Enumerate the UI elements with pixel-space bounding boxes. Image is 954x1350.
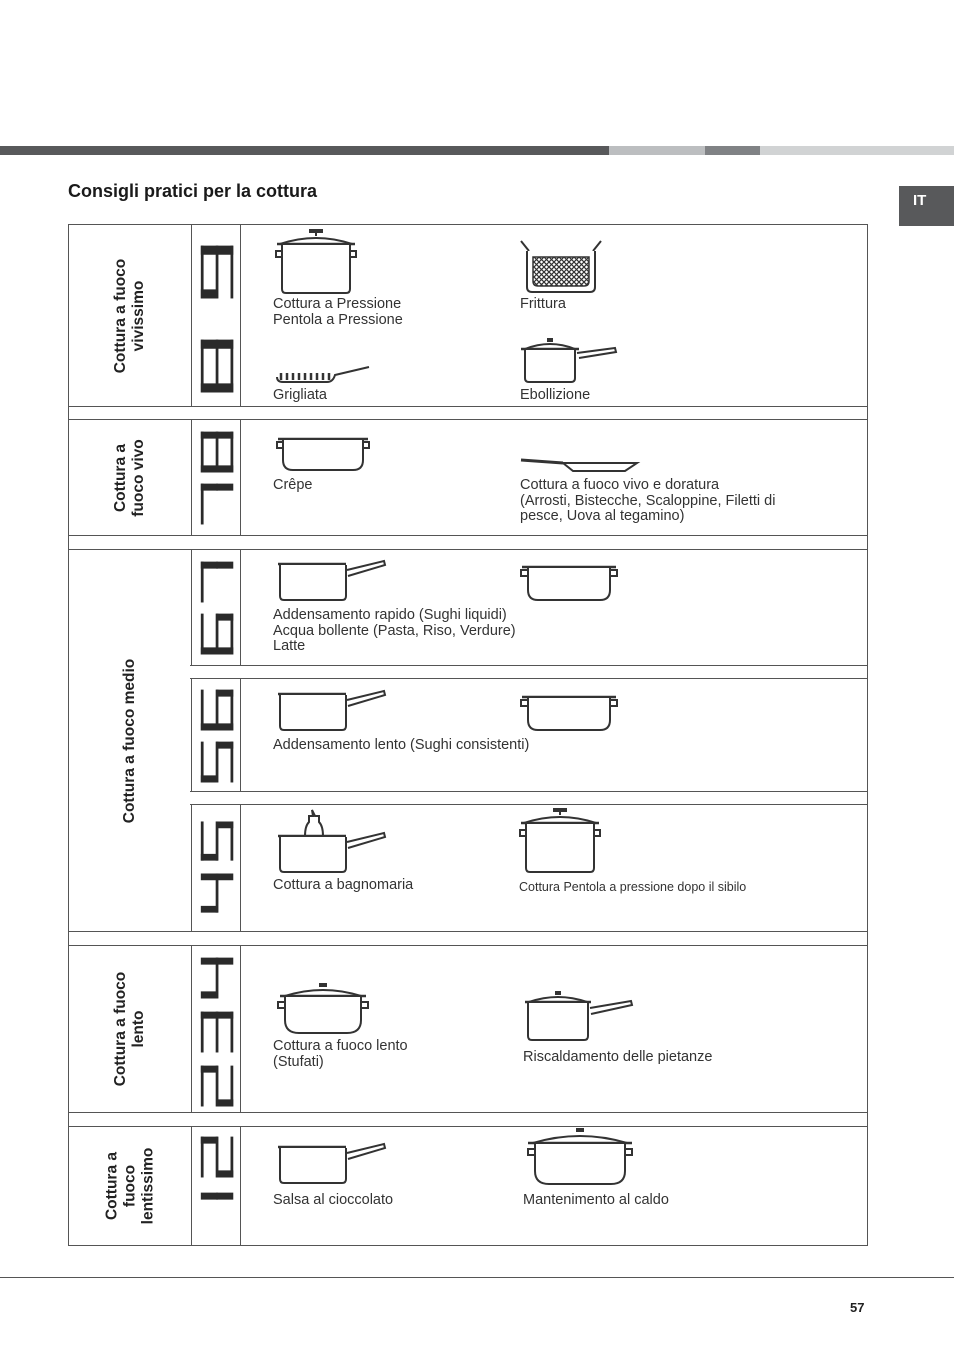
label-line: (Arrosti, Bistecche, Scaloppine, Filetti di bbox=[520, 492, 776, 509]
label-line: Riscaldamento delle pietanze bbox=[523, 1049, 713, 1065]
row-vivo bbox=[68, 419, 868, 536]
item-label bbox=[273, 478, 313, 494]
row-vivissimo bbox=[68, 224, 868, 407]
digit-segments bbox=[202, 1140, 232, 1174]
digit-segments bbox=[202, 435, 232, 469]
bain-marie-icon bbox=[275, 808, 387, 874]
saucepan-lid-icon bbox=[519, 337, 619, 385]
frying-basket-icon bbox=[519, 237, 603, 295]
digit-segments bbox=[202, 961, 232, 995]
category-label: Cottura a fuoco medio bbox=[121, 658, 139, 823]
level-digit bbox=[200, 428, 234, 476]
label-line: Latte bbox=[273, 638, 306, 654]
bar-segment bbox=[609, 146, 705, 155]
pot-icon bbox=[519, 564, 619, 602]
label-line: Cottura a fuoco vivo e doratura bbox=[520, 477, 720, 493]
group-separator bbox=[190, 665, 867, 679]
label-line: pesce, Uova al tegamino) bbox=[520, 508, 685, 524]
language-tab: IT bbox=[899, 186, 954, 226]
item-label bbox=[273, 878, 413, 894]
level-digit bbox=[200, 738, 234, 786]
level-digit bbox=[200, 818, 234, 864]
digit-segments bbox=[202, 487, 232, 521]
category-label: Cottura a fuoco lentissimo bbox=[103, 1147, 156, 1225]
item-label bbox=[523, 1193, 669, 1209]
level-digit bbox=[200, 610, 234, 658]
label-line: Salsa al cioccolato bbox=[273, 1192, 394, 1208]
casserole-lid-icon bbox=[275, 982, 371, 1036]
footer-rule bbox=[0, 1277, 954, 1278]
category-cell bbox=[69, 550, 192, 931]
item-label bbox=[519, 880, 746, 896]
digit-segments bbox=[202, 617, 232, 651]
row-medio bbox=[68, 549, 868, 932]
item-label bbox=[273, 608, 516, 655]
item-label bbox=[523, 1050, 712, 1066]
digit-segments bbox=[202, 745, 232, 779]
crepe-pan-icon bbox=[275, 436, 371, 472]
category-label: Cottura a fuoco vivissimo bbox=[112, 258, 147, 373]
label-line: Cottura a fuoco lento bbox=[273, 1038, 408, 1054]
row-gap bbox=[68, 931, 868, 945]
bar-segment bbox=[705, 146, 760, 155]
level-digit bbox=[200, 686, 234, 734]
row-gap bbox=[68, 535, 868, 549]
digit-segments bbox=[202, 1069, 232, 1103]
level-digit bbox=[200, 1189, 234, 1237]
label-line: Cottura a bagnomaria bbox=[273, 877, 414, 893]
item-label bbox=[273, 1039, 408, 1070]
row-gap bbox=[68, 1112, 868, 1126]
saucepan-icon bbox=[275, 688, 387, 732]
level-digit bbox=[200, 335, 234, 397]
label-line: Frittura bbox=[520, 296, 566, 312]
label-line: Grigliata bbox=[273, 387, 327, 403]
category-cell bbox=[69, 225, 192, 406]
digit-segments bbox=[202, 1015, 232, 1049]
level-digit bbox=[200, 1062, 234, 1110]
level-digit bbox=[200, 480, 234, 528]
casserole-lid-icon bbox=[523, 1127, 637, 1187]
row-lentissimo bbox=[68, 1126, 868, 1246]
label-line: Ebollizione bbox=[520, 387, 591, 403]
frying-pan-icon bbox=[519, 456, 641, 474]
pressure-cooker-icon bbox=[519, 806, 601, 874]
label-line: Pentola a Pressione bbox=[273, 311, 403, 328]
digit-segments bbox=[202, 565, 232, 599]
bar-segment bbox=[760, 146, 954, 155]
category-cell bbox=[69, 946, 192, 1112]
row-gap bbox=[68, 406, 868, 420]
item-label bbox=[273, 297, 403, 328]
level-cell bbox=[191, 225, 241, 406]
item-label bbox=[520, 478, 775, 525]
label-line: Acqua bollente (Pasta, Riso, Verdure) bbox=[273, 622, 516, 639]
category-label: Cottura a fuoco lento bbox=[112, 971, 147, 1087]
category-cell bbox=[69, 1127, 192, 1245]
level-cell bbox=[191, 946, 241, 1112]
saucepan-icon bbox=[275, 558, 387, 602]
item-label bbox=[520, 297, 566, 313]
label-line: (Stufati) bbox=[273, 1053, 324, 1070]
level-cell bbox=[191, 550, 241, 931]
category-label: Cottura a fuoco vivo bbox=[112, 438, 147, 517]
label-line: Cottura Pentola a pressione dopo il sibilo bbox=[519, 880, 747, 894]
item-label bbox=[273, 738, 529, 754]
item-label bbox=[520, 388, 590, 404]
level-cell bbox=[191, 1127, 241, 1245]
digit-segments bbox=[202, 344, 232, 388]
level-digit bbox=[200, 1008, 234, 1056]
item-label bbox=[273, 1193, 393, 1209]
label-line: Mantenimento al caldo bbox=[523, 1192, 669, 1208]
category-cell bbox=[69, 420, 192, 535]
level-digit bbox=[200, 1133, 234, 1181]
saucepan-icon bbox=[275, 1141, 387, 1185]
label-line: Addensamento rapido (Sughi liquidi) bbox=[273, 607, 507, 623]
grill-pan-icon bbox=[275, 363, 371, 385]
level-digit bbox=[200, 954, 234, 1002]
top-color-bar bbox=[0, 146, 954, 155]
digit-segments bbox=[202, 825, 232, 857]
level-digit bbox=[200, 870, 234, 916]
label-line: Cottura a Pressione bbox=[273, 296, 402, 312]
group-separator bbox=[190, 791, 867, 805]
saucepan-lid-icon bbox=[523, 990, 635, 1042]
row-lento bbox=[68, 945, 868, 1113]
digit-segments bbox=[202, 693, 232, 727]
digit-segments bbox=[202, 250, 232, 294]
item-label bbox=[273, 388, 327, 404]
label-line: Crêpe bbox=[273, 477, 313, 493]
pot-icon bbox=[519, 694, 619, 732]
bar-segment bbox=[0, 146, 609, 155]
level-digit bbox=[200, 241, 234, 303]
label-line: Addensamento lento (Sughi consistenti) bbox=[273, 737, 530, 753]
digit-segments bbox=[202, 877, 232, 909]
pressure-cooker-icon bbox=[275, 227, 357, 295]
page-title: Consigli pratici per la cottura bbox=[68, 181, 318, 201]
level-digit bbox=[200, 558, 234, 606]
level-cell bbox=[191, 420, 241, 535]
page-number: 57 bbox=[850, 1300, 865, 1315]
